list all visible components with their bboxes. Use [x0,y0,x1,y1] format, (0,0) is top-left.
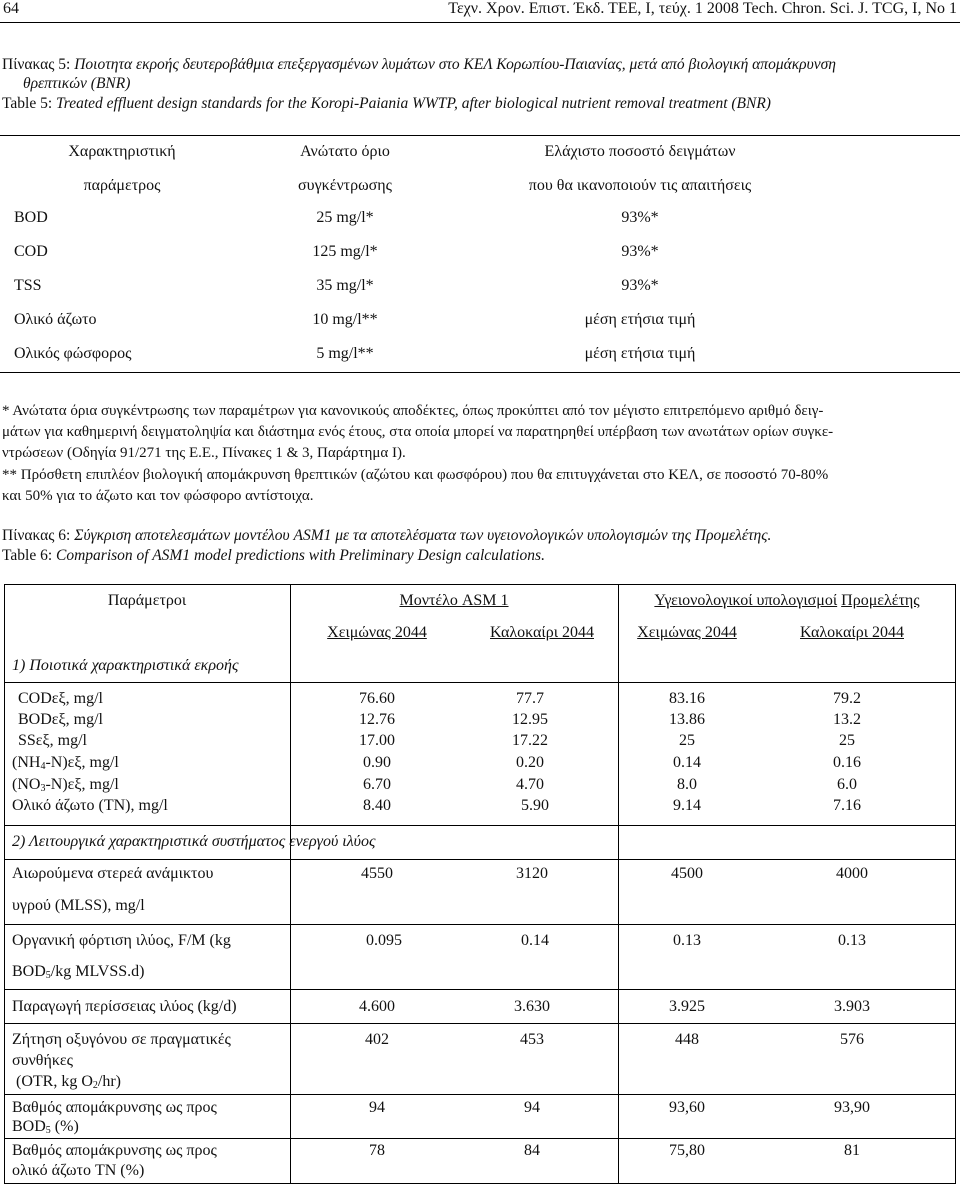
t5-row-pct: μέση ετήσια τιμή [584,345,696,362]
t5-h-col1-2: παράμετρος [83,177,161,194]
t5-row-param: BOD [14,209,48,226]
t6-cell: 81 [844,1142,860,1159]
t6-row-label: BODεξ, mg/l [18,711,103,728]
t6-row-label: Ζήτηση οξυγόνου σε πραγματικές [12,1031,231,1048]
t5-row-pct: 93%* [621,277,659,294]
t6-cell: 4.600 [359,998,395,1015]
t6-cell: 4.70 [516,776,544,793]
t5-row-pct: 93%* [621,209,659,226]
t5-h-col1-1: Χαρακτηριστική [68,143,176,160]
t6-cell: 12.95 [512,711,548,728]
t5-note-line: ** Πρόσθετη επιπλέον βιολογική απομάκρυνση θρεπτικών (αζώτου και φωσφόρου) που θα επιτυγχάνεται στο ΚΕΛ, σε ποσοστό 70-80% [2,467,829,483]
t6-cell: 576 [840,1031,864,1048]
t6-row-label: Παραγωγή περίσσειας ιλύος (kg/d) [12,998,237,1015]
t6-cell: 84 [524,1142,540,1159]
page-number: 64 [3,0,19,17]
t6-row-label: Βαθμός απομάκρυνσης ως προς [12,1099,217,1116]
journal-header: Τεχν. Χρον. Επιστ. Έκδ. ΤΕΕ, Ι, τεύχ. 1 2008 Tech. Chron. Sci. J. TCG, I, No 1 [448,0,957,17]
t6-cell: 448 [675,1031,699,1048]
t5-row-limit: 5 mg/l** [316,345,374,362]
t6-cell: 17.00 [359,732,395,749]
t6-cell: 25 [839,732,855,749]
t6-cell: 402 [365,1031,389,1048]
t6-cell: 3120 [516,865,548,882]
t5-h-col3-2: που θα ικανοποιούν τις απαιτήσεις [528,177,752,194]
t5-row-limit: 25 mg/l* [316,209,374,226]
t6-row-label: $BOD_5/kg$ MLVSS.d) [12,963,145,981]
t6-cell: 4550 [361,865,393,882]
t6-cell: 453 [520,1031,544,1048]
t6-cell: 4500 [671,865,703,882]
t6-cell: 13.86 [669,711,705,728]
t6-row-label: $(NH_4-N)\varepsilon\xi$, mg/l [12,754,119,772]
t6-cell: 8.0 [677,776,697,793]
t6-cell: 7.16 [833,797,861,814]
table6-caption-en: Table 6: Comparison of ASM1 model predictions with Preliminary Design calculations. [2,547,545,564]
t6-h-params: Παράμετροι [107,592,187,609]
t6-h-winter: Χειμώνας 2044 [327,624,427,641]
table5-caption-en: Table 5: Treated effluent design standards for the Koropi-Paiania WWTP, after biological nutrient removal treatment (BNR) [2,95,771,112]
t6-cell: 0.13 [838,932,866,949]
t6-cell: 3.925 [669,998,705,1015]
t6-cell: 3.903 [834,998,870,1015]
t5-note-line: ντρώσεων (Οδηγία 91/271 της Ε.Ε., Πίνακες 1 & 3, Παράρτημα Ι). [2,445,406,461]
t6-cell: 6.0 [837,776,857,793]
t6-section1: 1) Ποιοτικά χαρακτηριστικά εκροής [12,657,239,674]
t6-cell: 13.2 [833,711,861,728]
t6-cell: 77.7 [516,690,544,707]
t6-row-label: Ολικό άζωτο (TN), mg/l [12,797,168,814]
t6-section2: 2) Λειτουργικά χαρακτηριστικά συστήματος ενεργού ιλύος [12,833,376,850]
t5-row-limit: 10 mg/l** [312,311,378,328]
t6-cell: 79.2 [833,690,861,707]
t6-cell: 0.14 [521,932,549,949]
t5-row-param: Ολικός φώσφορος [14,345,132,362]
t6-cell: 8.40 [363,797,391,814]
t6-row-label: Βαθμός απομάκρυνσης ως προς [12,1142,217,1159]
t6-cell: 9.14 [673,797,701,814]
t6-cell: 5.90 [521,797,549,814]
t6-row-label: SSεξ, mg/l [18,732,87,749]
t6-cell: 4000 [836,865,868,882]
t6-row-label: (OTR, kg $O_2/hr$) [12,1073,121,1091]
table5-caption-gr: Πίνακας 5: Ποιοτητα εκροής δευτεροβάθμια επεξεργασμένων λυμάτων στο ΚΕΛ Κορωπίου-Παιανίας, μετά από βιολογική απομάκρυνση [2,56,836,73]
t6-row-label: Αιωρούμενα στερεά ανάμικτου [12,865,214,882]
t5-note-line: μάτων για καθημερινή δειγματοληψία και διάστημα ενός έτους, στα οποία μπορεί να παρατηρηθεί υπέρβαση των ανωτάτων ορίων συγκε- [2,424,834,440]
t6-cell: 25 [679,732,695,749]
t5-row-limit: 35 mg/l* [316,277,374,294]
t6-cell: 78 [369,1142,385,1159]
t6-cell: 0.20 [516,754,544,771]
t6-row-label: CODεξ, mg/l [18,690,103,707]
t6-cell: 93,60 [669,1099,705,1116]
t6-cell: 83.16 [669,690,705,707]
t6-cell: 0.90 [363,754,391,771]
t6-row-label: Οργανική φόρτιση ιλύος, F/M (kg [12,932,231,949]
table5-caption-gr-2: θρεπτικών (BNR) [23,75,131,92]
t5-row-pct: μέση ετήσια τιμή [584,311,696,328]
t6-cell: 76.60 [359,690,395,707]
t6-cell: 94 [524,1099,540,1116]
t6-cell: 6.70 [363,776,391,793]
t6-h-summer: Καλοκαίρι 2044 [800,624,904,641]
t6-cell: 3.630 [514,998,550,1015]
t6-cell: 75,80 [669,1142,705,1159]
t6-h-model: Μοντέλο ASM 1 [399,592,509,609]
t6-row-label: συνθήκες [12,1052,73,1069]
t5-row-param: Ολικό άζωτο [14,311,97,328]
t6-h-winter: Χειμώνας 2044 [637,624,737,641]
t6-cell: 0.14 [673,754,701,771]
t5-row-param: COD [14,243,48,260]
t6-row-label: $BOD_5$ (%) [12,1118,79,1136]
t5-h-col2-2: συγκέντρωσης [298,177,392,194]
t6-row-label: υγρού (MLSS), mg/l [12,897,145,914]
t6-cell: 0.13 [673,932,701,949]
t6-cell: 17.22 [512,732,548,749]
t6-cell: 12.76 [359,711,395,728]
t6-h-summer: Καλοκαίρι 2044 [490,624,594,641]
t5-row-limit: 125 mg/l* [312,243,378,260]
table6-caption-gr: Πίνακας 6: Σύγκριση αποτελεσμάτων μοντέλου ASM1 με τα αποτελέσματα των υγειονολογικών υπολογισμών της Προμελέτης. [2,527,772,544]
t6-cell: 94 [369,1099,385,1116]
t5-note-line: * Ανώτατα όρια συγκέντρωσης των παραμέτρων για κανονικούς αποδέκτες, όπως προκύπτει από τον μέγιστο επιτρεπόμενο αριθμό δειγ- [2,403,824,419]
t5-note-line: και 50% για το άζωτο και τον φώσφορο αντίστοιχα. [2,488,314,504]
t5-h-col2-1: Ανώτατο όριο [300,143,390,160]
t6-cell: 0.095 [366,932,402,949]
t6-row-label: ολικό άζωτο TN (%) [12,1162,145,1179]
t6-cell: 0.16 [833,754,861,771]
t5-row-param: TSS [14,277,42,294]
t5-h-col3-1: Ελάχιστο ποσοστό δειγμάτων [544,143,736,160]
t6-h-sanitary: Υγειονολογικοί υπολογισμοί Προμελέτης [654,592,920,609]
t6-row-label: $(NO_3-N)\varepsilon\xi$, mg/l [12,776,119,794]
t6-cell: 93,90 [834,1099,870,1116]
t5-row-pct: 93%* [621,243,659,260]
